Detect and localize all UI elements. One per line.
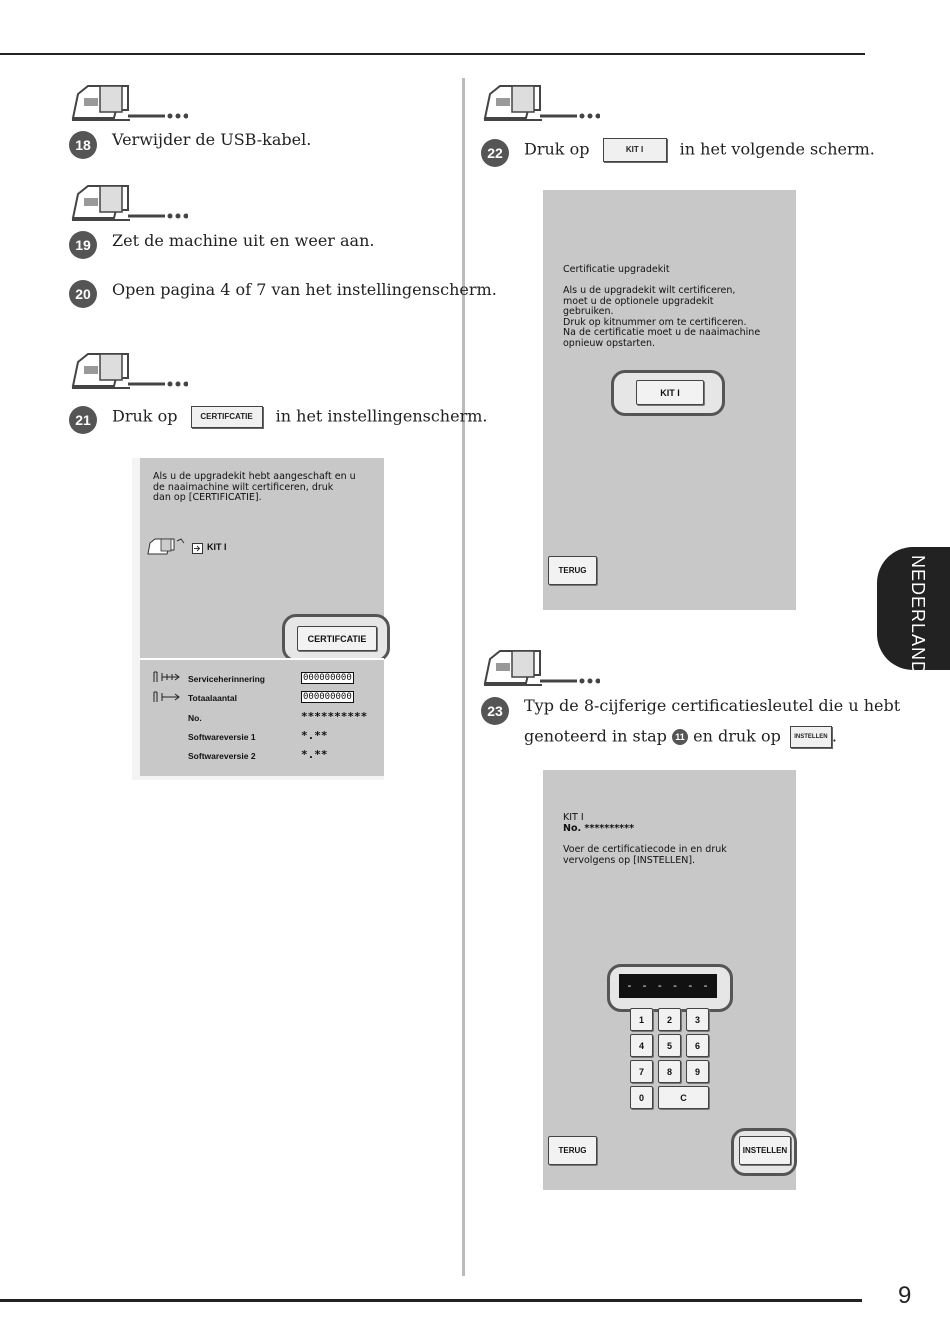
instellen-button[interactable]: INSTELLEN	[739, 1136, 791, 1165]
back-button[interactable]: TERUG	[548, 1136, 597, 1165]
step-23-text-b: en druk op	[693, 726, 781, 746]
certificatie-button-inline: CERTIFCATIE	[191, 406, 263, 428]
step-22-text	[524, 138, 875, 162]
info-value: **********	[301, 710, 368, 723]
info-label: Softwareversie 1	[188, 732, 256, 742]
sewing-machine-icon	[482, 80, 600, 125]
needle-total-icon	[152, 691, 182, 703]
sewing-machine-icon	[70, 180, 188, 225]
keypad-key-4[interactable]: 4	[630, 1034, 653, 1057]
keypad-key-3[interactable]: 3	[686, 1008, 709, 1031]
keypad-key-9[interactable]: 9	[686, 1060, 709, 1083]
info-value: *.**	[301, 748, 328, 761]
step-21-text	[112, 406, 487, 428]
top-rule	[0, 53, 865, 55]
step-23-line1: Typ de 8-cijferige certificatiesleutel die u hebt	[524, 696, 901, 715]
sewing-machine-icon	[146, 537, 186, 557]
screen-certification-code	[543, 770, 796, 1190]
screen-message: Als u de upgradekit wilt certificeren, moet u de optionele upgradekit gebruiken. Druk op kitnummer om te certificeren. Na de certificatie moet u de naaimachine opnieuw opstarten.	[563, 285, 761, 349]
step-number-18: 18	[69, 131, 97, 159]
keypad-key-5[interactable]: 5	[658, 1034, 681, 1057]
step-23-line-end: .	[831, 726, 838, 746]
step-21-text-before: Druk op	[112, 406, 178, 426]
language-tab-label: NEDERLANDS	[908, 555, 928, 689]
kit-name: KIT I	[563, 812, 584, 823]
sewing-machine-icon	[70, 80, 188, 125]
keypad-key-8[interactable]: 8	[658, 1060, 681, 1083]
screen-message: Als u de upgradekit hebt aangeschaft en u de naaimachine wilt certificeren, druk dan op [CERTIFICATIE].	[153, 471, 356, 503]
kit-label: KIT I	[207, 542, 227, 552]
keypad-key-7[interactable]: 7	[630, 1060, 653, 1083]
step-22-text-after: in het volgende scherm.	[679, 139, 875, 159]
sewing-machine-icon	[70, 348, 188, 393]
language-tab	[877, 547, 950, 689]
keypad-key-6[interactable]: 6	[686, 1034, 709, 1057]
kit-button-inline: KIT I	[603, 138, 667, 162]
step-20-text: Open pagina 4 of 7 van het instellingenscherm.	[112, 280, 497, 299]
info-label: Softwareversie 2	[188, 751, 256, 761]
column-divider	[462, 78, 465, 1276]
step-23-line2	[524, 726, 837, 748]
step-number-21: 21	[69, 406, 97, 434]
certificatie-button[interactable]: CERTIFCATIE	[297, 626, 377, 651]
needle-counter-icon	[152, 671, 182, 683]
step-19-text: Zet de machine uit en weer aan.	[112, 231, 375, 250]
sewing-machine-icon	[482, 645, 600, 690]
screen-upgrade-kit	[543, 190, 796, 610]
step-23-text-a: genoteerd in stap	[524, 726, 667, 746]
step-18-text: Verwijder de USB-kabel.	[112, 130, 312, 149]
step-number-19: 19	[69, 231, 97, 259]
screen-message: Voer de certificatiecode in en druk vervolgens op [INSTELLEN].	[563, 844, 727, 866]
info-value: *.**	[301, 729, 328, 742]
certification-code-input[interactable]: - - - - - -	[619, 974, 717, 998]
step-21-text-after: in het instellingenscherm.	[275, 406, 488, 426]
screen-certificatie-settings	[132, 458, 384, 780]
info-label: Serviceherinnering	[188, 674, 266, 684]
keypad-key-2[interactable]: 2	[658, 1008, 681, 1031]
keypad-key-0[interactable]: 0	[630, 1086, 653, 1109]
info-value: 000000000	[303, 673, 352, 683]
info-label: Totaalaantal	[188, 693, 237, 703]
step-22-text-before: Druk op	[524, 139, 590, 159]
back-button[interactable]: TERUG	[548, 556, 597, 585]
keypad-key-1[interactable]: 1	[630, 1008, 653, 1031]
kit-number: No. **********	[563, 823, 635, 834]
instellen-button-inline: INSTELLEN	[790, 726, 832, 748]
arrow-in-icon	[192, 543, 203, 554]
screen-title: Certificatie upgradekit	[563, 264, 670, 275]
info-value: 000000000	[303, 692, 352, 702]
step-ref-11: 11	[672, 729, 688, 745]
page-number: 9	[898, 1282, 912, 1309]
keypad-clear-key[interactable]: C	[658, 1086, 709, 1109]
step-number-22: 22	[481, 139, 509, 167]
bottom-rule	[0, 1299, 862, 1302]
step-number-23: 23	[481, 697, 509, 725]
step-number-20: 20	[69, 280, 97, 308]
info-label: No.	[188, 713, 202, 723]
kit-button[interactable]: KIT I	[636, 380, 704, 405]
